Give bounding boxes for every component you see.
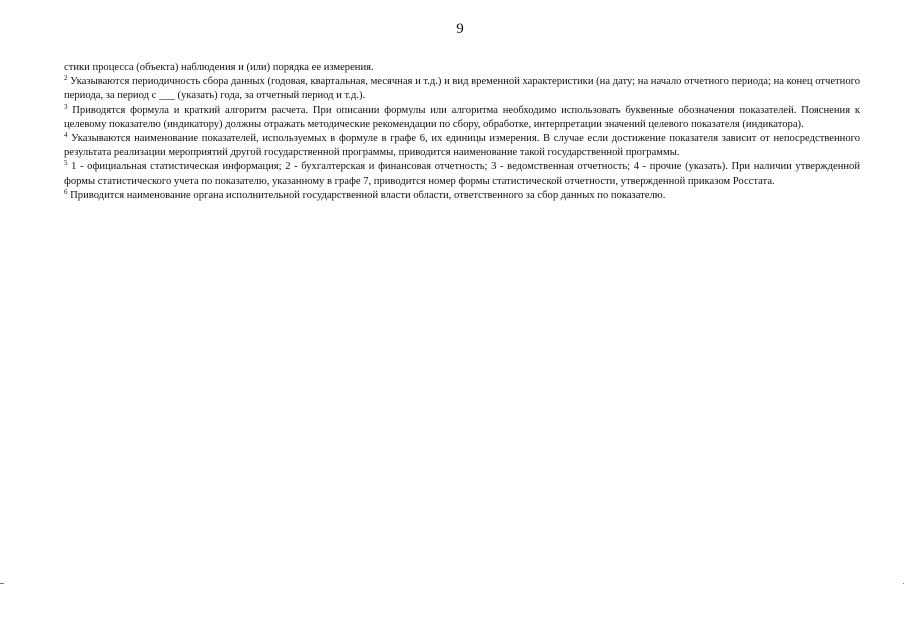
footnote-text: Приводятся формула и краткий алгоритм расчета. При описании формулы или алгоритма необходимо использовать буквенные обозначения показателей. Пояснения к целевому показателю (индикатору) должны отражать методические рекомендации по сбору, обработке, интерпретации значений целевого показателя (индикатора). [64,104,860,130]
footnote-text: Указываются периодичность сбора данных (годовая, квартальная, месячная и т.д.) и вид временной характеристики (на дату; на начало отчетного периода; на конец отчетного периода, за период с ___ (указать) года, за отчетный период и т.д.). [64,76,860,102]
page-edge-mark-right [903,583,904,584]
footnote-4 [64,132,860,160]
footnote-3 [64,104,860,132]
footnote-continuation: стики процесса (объекта) наблюдения и (или) порядка ее измерения. [64,62,374,73]
page-edge-mark-left [0,583,4,584]
footnote-text: Указываются наименование показателей, используемых в формуле в графе 6, их единицы измерения. В случае если достижение показателя зависит от непосредственного результата реализации мероприятий другой государственной программы, приводится наименование такой государственной программы. [64,133,860,159]
footnote-marker: 5 [64,159,68,168]
footnote-text: Приводится наименование органа исполнительной государственной власти области, ответственного за сбор данных по показателю. [67,189,666,201]
footnote-2 [64,75,860,103]
footnote-marker: 6 [64,187,68,196]
page-number: 9 [456,21,464,37]
footnote-6 [64,189,860,203]
footnote-marker: 3 [64,102,68,111]
footnote-marker: 4 [64,131,68,140]
footnote-5 [64,160,860,188]
footnote-marker: 2 [64,74,68,83]
footnotes-block [64,61,860,203]
footnote-text: 1 - официальная статистическая информация; 2 - бухгалтерская и финансовая отчетность; 3 - ведомственная отчетность; 4 - прочие (указать). При наличии утвержденной формы статистического учета по показателю, указанному в графе 7, приводится номер формы статистической отчетности, утвержденной приказом Росстата. [64,161,860,187]
